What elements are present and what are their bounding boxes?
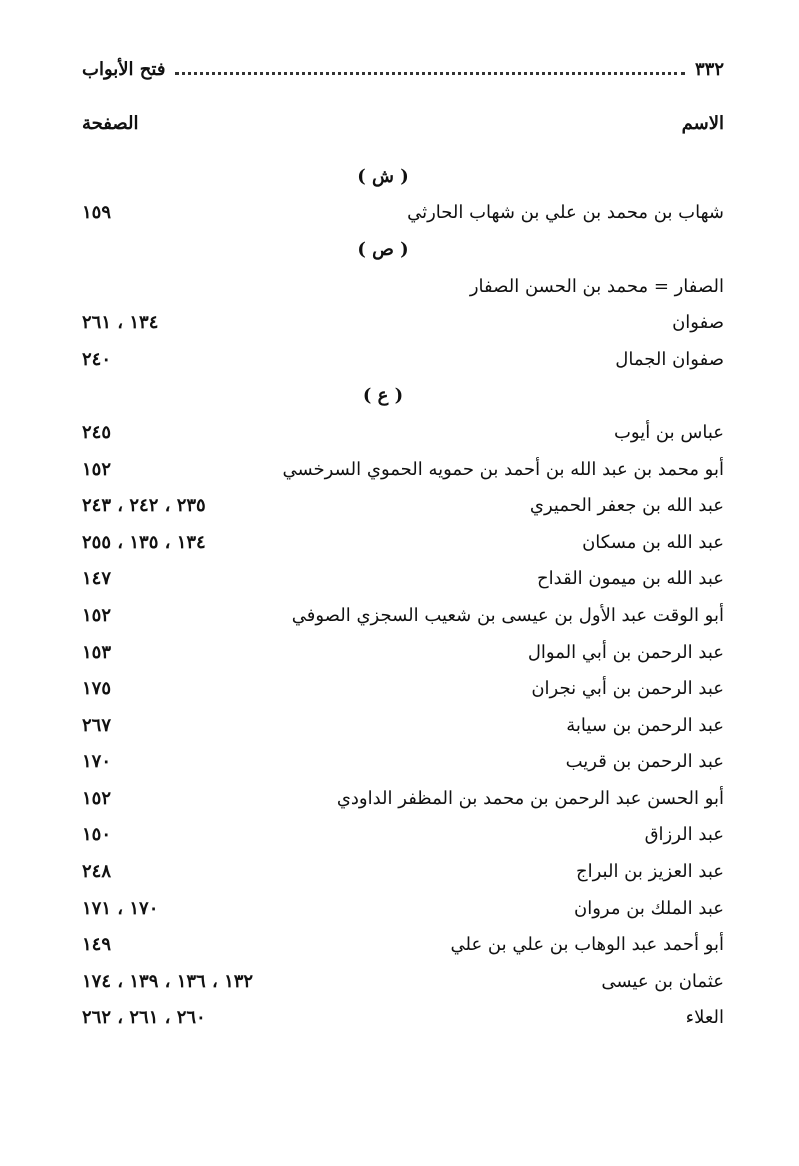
entry-pages: ١٧٠: [82, 751, 112, 773]
index-entry: [82, 524, 724, 561]
index-entry: [82, 780, 724, 817]
entry-name: أبو الوقت عبد الأول بن عيسى بن شعيب السجزي الصوفي: [291, 604, 724, 626]
index-entry: [82, 853, 724, 890]
entry-pages: ١٣٤ ، ١٣٥ ، ٢٥٥: [82, 531, 206, 553]
entry-name: عبد العزيز بن البراج: [575, 861, 724, 883]
index-entry: [82, 414, 724, 451]
entry-pages: ١٥٠: [82, 824, 112, 846]
entry-pages: ١٤٩: [82, 934, 112, 956]
index-entry: [82, 744, 724, 781]
entry-pages: ١٣٢ ، ١٣٦ ، ١٣٩ ، ١٧٤: [82, 970, 254, 992]
index-entry: [82, 195, 724, 232]
entry-name: الصفار = محمد بن الحسن الصفار: [469, 275, 724, 297]
entry-name: عبد الرحمن بن سيابة: [566, 714, 724, 736]
index-entry: [82, 341, 724, 378]
index-entry: [82, 268, 724, 305]
entry-name: شهاب بن محمد بن علي بن شهاب الحارثي: [407, 202, 724, 224]
entry-name: أبو محمد بن عبد الله بن أحمد بن حمويه الحموي السرخسي: [282, 458, 724, 480]
index-entry: [82, 817, 724, 854]
index-entry: [82, 597, 724, 634]
entry-pages: ١٥٢: [82, 787, 112, 809]
leader-dots: [175, 58, 685, 75]
entry-name: عبد الرحمن بن أبي الموال: [527, 641, 724, 663]
entry-pages: ١٥٢: [82, 458, 112, 480]
entry-pages: ٢٣٥ ، ٢٤٢ ، ٢٤٣: [82, 495, 206, 517]
page-number: ٣٣٢: [694, 58, 724, 80]
entry-name: صفوان الجمال: [615, 348, 724, 370]
entry-name: عبد الرزاق: [644, 824, 724, 846]
entry-name: عبد الملك بن مروان: [573, 897, 724, 919]
entry-pages: ٢٤٥: [82, 421, 112, 443]
index-entry: [82, 304, 724, 341]
index-entry: [82, 963, 724, 1000]
running-head: [82, 54, 724, 84]
entry-name: أبو أحمد عبد الوهاب بن علي بن علي: [450, 934, 724, 956]
entry-name: صفوان: [672, 312, 724, 334]
entry-name: العلاء: [685, 1007, 724, 1029]
entry-pages: ٢٦٧: [82, 714, 112, 736]
index-entry: [82, 487, 724, 524]
index-entry: [82, 634, 724, 671]
entry-pages: ١٧٠ ، ١٧١: [82, 897, 159, 919]
page-column-header: الصفحة: [82, 112, 139, 134]
entry-name: أبو الحسن عبد الرحمن بن محمد بن المظفر الداودي: [336, 787, 724, 809]
letter-heading: ( ص ): [357, 238, 409, 260]
entry-pages: ١٣٤ ، ٢٦١: [82, 312, 159, 334]
entry-pages: ١٥٩: [82, 202, 112, 224]
index-entry: [82, 561, 724, 598]
index-entries: [82, 158, 724, 1036]
name-column-header: الاسم: [681, 112, 724, 134]
entry-name: عبد الله بن ميمون القداح: [537, 568, 724, 590]
entry-pages: ١٥٢: [82, 604, 112, 626]
entry-pages: ٢٦٠ ، ٢٦١ ، ٢٦٢: [82, 1007, 206, 1029]
entry-pages: ١٥٣: [82, 641, 112, 663]
entry-name: عبد الله بن جعفر الحميري: [529, 495, 724, 517]
index-entry: [82, 1000, 724, 1037]
letter-heading: ( ع ): [362, 385, 404, 407]
book-title: فتح الأبواب: [82, 58, 166, 80]
entry-pages: ٢٤٨: [82, 861, 112, 883]
entry-pages: ١٤٧: [82, 568, 112, 590]
index-entry: [82, 451, 724, 488]
entry-name: عبد الله بن مسكان: [582, 531, 724, 553]
index-entry: [82, 670, 724, 707]
entry-pages: ٢٤٠: [82, 348, 112, 370]
entry-pages: ١٧٥: [82, 678, 112, 700]
entry-name: عثمان بن عيسى: [601, 970, 724, 992]
entry-name: عباس بن أيوب: [613, 421, 724, 443]
index-entry: [82, 926, 724, 963]
letter-heading: ( ش ): [357, 165, 409, 187]
entry-name: عبد الرحمن بن قريب: [565, 751, 724, 773]
index-entry: [82, 707, 724, 744]
entry-name: عبد الرحمن بن أبي نجران: [531, 678, 724, 700]
index-entry: [82, 890, 724, 927]
column-headers: [82, 108, 724, 138]
